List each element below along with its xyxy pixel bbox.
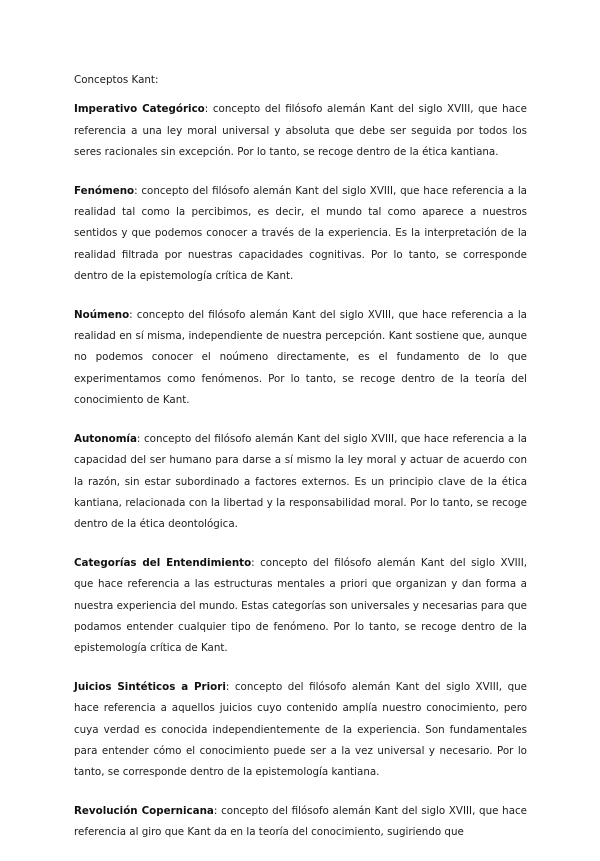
concept-term: Noúmeno: [74, 308, 130, 321]
concept-definition: : concepto del filósofo alemán Kant del siglo XVIII, que hace referencia a la realidad tal como la percibimos, es decir, el mundo tal como aparece a nuestros sentidos y que podemos conocer a través de la experiencia. Es la interpretación de la realidad filtrada por nuestras capacidades cognitivas. Por lo tanto, se corresponde dentro de la epistemología crítica de Kant.: [74, 184, 527, 283]
concept-entry: [74, 801, 527, 844]
concept-term: Autonomía: [74, 432, 137, 445]
document-heading: Conceptos Kant:: [74, 74, 159, 86]
concept-entry: [74, 99, 527, 163]
concept-definition: : concepto del filósofo alemán Kant del siglo XVIII, que hace referencia a la realidad en sí misma, independiente de nuestra percepción. Kant sostiene que, aunque no podemos conocer el noúmeno directamente, es el fundamento de lo que experimentamos como fenómenos. Por lo tanto, se recoge dentro de la teoría del conocimiento de Kant.: [74, 308, 527, 407]
concept-term: Fenómeno: [74, 184, 135, 197]
concept-definition: : concepto del filósofo alemán Kant del siglo XVIII, que hace referencia a aquellos juicios cuyo contenido amplía nuestro conocimiento, pero cuya verdad es conocida independientemente de la experiencia. Son fundamentales para entender cómo el conocimiento puede ser a la vez universal y necesario. Por lo tanto, se corresponde dentro de la epistemología kantiana.: [74, 680, 527, 779]
concept-term: Imperativo Categórico: [74, 103, 205, 116]
concept-entry: [74, 429, 527, 536]
concept-term: Revolución Copernicana: [74, 804, 214, 817]
concept-entry: [74, 305, 527, 412]
concept-term: Categorías del Entendimiento: [74, 556, 252, 569]
concept-definition: : concepto del filósofo alemán Kant del siglo XVIII, que hace referencia a las estructuras mentales a priori que organizan y dan forma a nuestra experiencia del mundo. Estas categorías son universales y necesarias para que podamos entender cualquier tipo de fenómeno. Por lo tanto, se recoge dentro de la epistemología crítica de Kant.: [74, 556, 527, 655]
concept-entry: [74, 553, 527, 660]
concept-term: Juicios Sintéticos a Priori: [74, 680, 226, 693]
concept-definition: : concepto del filósofo alemán Kant del siglo XVIII, que hace referencia al giro que Kant da en la teoría del conocimiento, sugiriendo que: [74, 804, 527, 839]
concept-definition: : concepto del filósofo alemán Kant del siglo XVIII, que hace referencia a una ley moral universal y absoluta que debe ser seguida por todos los seres racionales sin excepción. Por lo tanto, se recoge dentro de la ética kantiana.: [74, 103, 527, 159]
concept-entry: [74, 677, 527, 784]
document-page: [74, 70, 527, 861]
concept-entry: [74, 181, 527, 288]
concept-definition: : concepto del filósofo alemán Kant del siglo XVIII, que hace referencia a la capacidad del ser humano para darse a sí mismo la ley moral y actuar de acuerdo con la razón, sin estar subordinado a factores externos. Es un principio clave de la ética kantiana, relacionada con la libertad y la responsabilidad moral. Por lo tanto, se recoge dentro de la ética deontológica.: [74, 432, 527, 531]
